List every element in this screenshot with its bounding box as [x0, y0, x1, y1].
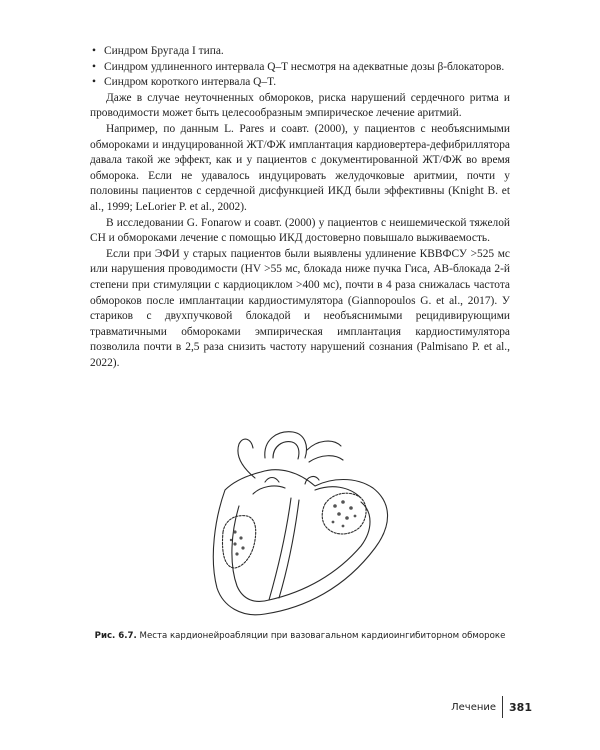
ablation-dot — [239, 536, 242, 539]
ablation-dot — [349, 506, 353, 510]
ablation-dot — [233, 542, 236, 545]
figure-label: Рис. 6.7. — [94, 631, 137, 641]
ablation-dot — [241, 546, 244, 549]
paragraph: Если при ЭФИ у старых пациентов были выявлены удлинение КВВФСУ >525 мс или нарушения проводимости (HV >55 мс, блокада ниже пучка Гиса, АВ-блокада 2-й степени при стимуляции с кардиоциклом >400 мс), почти в 4 раза снижалась частота обмороков после имплантации кардиостимулятора (Giannopoulos G. et al., 2017). У стариков с двухпучковой блокадой и необъяснимыми рецидивирующими травматичными обмороками эмпирическая имплантация кардиостимулятора позволила почти в 2,5 раза снизить частоту нарушений сознания (Palmisano P. et al., 2022). — [90, 247, 510, 369]
ablation-dot — [354, 515, 357, 518]
ablation-dot — [233, 530, 236, 533]
list-item: • Синдром удлиненного интервала Q–T несмотря на адекватные дозы β-блокаторов. — [90, 60, 510, 76]
ablation-dot — [333, 504, 337, 508]
vessel-outline — [307, 441, 341, 450]
heart-illustration — [195, 428, 410, 628]
atrium-outline — [322, 493, 366, 534]
list-item: • Синдром Бругада I типа. — [90, 44, 510, 60]
ablation-dot — [342, 525, 345, 528]
bullet-list — [90, 44, 510, 91]
ablation-dot — [235, 552, 238, 555]
chamber-wall — [315, 487, 361, 498]
valve-outline — [265, 478, 279, 483]
ablation-dot — [341, 500, 345, 504]
vessel-outline — [309, 456, 343, 462]
body-text — [90, 44, 510, 371]
paragraph: Например, по данным L. Pares и соавт. (2000), у пациентов с необъяснимыми обмороками и индуцированной ЖТ/ФЖ имплантация кардиовертера-дефибриллятора давала такой же эффект, как и у пациентов с документированной ЖТ/ФЖ во время обморока. Если не удавалось индуцировать желудочковые аритмии, почти у половины пациентов с сердечной дисфункцией ИКД были эффективны (Knight B. et al., 1999; LeLorier P. et al., 2002). — [90, 122, 510, 213]
ablation-dot — [345, 516, 349, 520]
septum — [269, 498, 291, 600]
vessel-outline — [273, 442, 299, 459]
list-item: • Синдром короткого интервала Q–T. — [90, 75, 510, 91]
section-name: Лечение — [451, 701, 497, 713]
vessel-outline — [238, 439, 255, 478]
paragraph: Даже в случае неуточненных обмороков, риска нарушений сердечного ритма и проводимости может быть целесообразным эмпирическое лечение аритмий. — [90, 91, 510, 120]
figure-caption — [90, 630, 510, 643]
heart-outline — [213, 470, 387, 615]
ablation-dot — [230, 539, 232, 541]
atrium-outline — [223, 516, 256, 568]
figure-caption-text: Места кардионейроабляции при вазовагальном кардиоингибиторном обмороке — [139, 631, 506, 641]
page-footer — [451, 696, 532, 718]
footer-divider — [502, 696, 503, 718]
page-number: 381 — [509, 700, 532, 714]
paragraph: В исследовании G. Fonarow и соавт. (2000) у пациентов с неишемической тяжелой СН и обмороками лечение с помощью ИКД достоверно повышало выживаемость. — [90, 216, 510, 245]
chamber-wall — [253, 486, 285, 494]
ablation-dot — [337, 512, 341, 516]
ablation-dot — [332, 521, 335, 524]
vessel-outline — [265, 432, 307, 458]
ablation-sites — [230, 500, 357, 555]
